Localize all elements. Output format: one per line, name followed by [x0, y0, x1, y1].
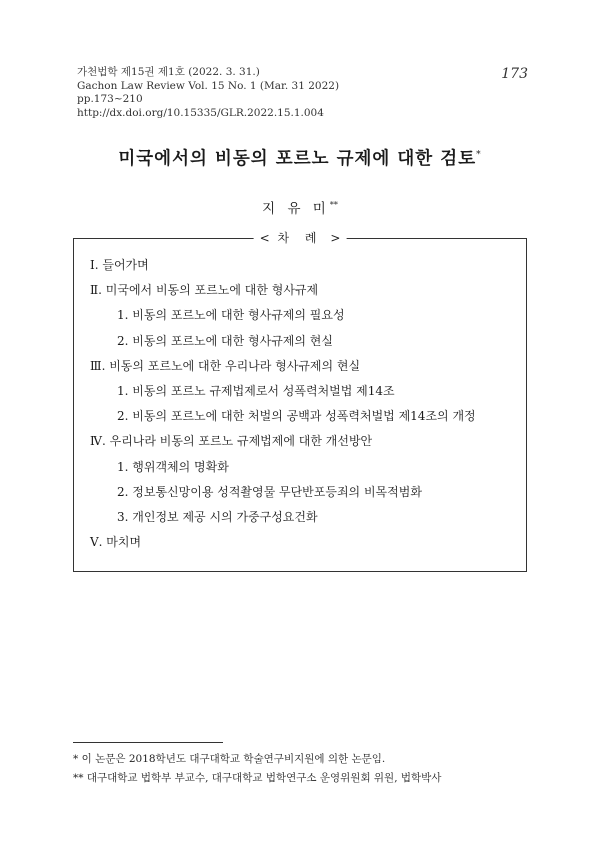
paper-title-text: 미국에서의 비동의 포르노 규제에 대한 검토 [118, 149, 477, 169]
footnote-funding: * 이 논문은 2018학년도 대구대학교 학술연구비지원에 의한 논문임. [73, 753, 386, 765]
journal-issue-line-english: Gachon Law Review Vol. 15 No. 1 (Mar. 31 2022) [77, 79, 340, 92]
journal-issue-line: 가천법학 제15권 제1호 (2022. 3. 31.) [77, 66, 260, 78]
journal-meta [77, 66, 339, 120]
toc-section-3[interactable]: Ⅲ. 비동의 포르노에 대한 우리나라 형사규제의 현실 [90, 358, 361, 373]
toc-section-4[interactable]: Ⅳ. 우리나라 비동의 포르노 규제법제에 대한 개선방안 [90, 434, 373, 449]
toc-subsection-4-1[interactable]: 1. 행위객체의 명확화 [117, 459, 229, 474]
toc-heading-text: 차 례 [277, 231, 323, 245]
footnote-author-affiliation: ** 대구대학교 법학부 부교수, 대구대학교 법학연구소 운영위원회 위원, 법학박사 [73, 772, 442, 784]
toc-subsection-4-3[interactable]: 3. 개인정보 제공 시의 가중구성요건화 [117, 509, 318, 524]
title-footnote-mark: * [476, 150, 482, 161]
doi-link[interactable]: http://dx.doi.org/10.15335/GLR.2022.15.1.004 [77, 106, 324, 119]
toc-section-5[interactable]: Ⅴ. 마치며 [90, 535, 142, 550]
toc-subsection-2-2[interactable]: 2. 비동의 포르노에 대한 형사규제의 현실 [117, 333, 333, 348]
toc-section-2[interactable]: Ⅱ. 미국에서 비동의 포르노에 대한 형사규제 [90, 283, 319, 298]
toc-bracket-left: < [259, 231, 270, 245]
footnotes [73, 750, 441, 788]
author-footnote-mark: ** [329, 200, 338, 210]
page-range: pp.173~210 [77, 93, 143, 105]
toc-bracket-right: > [330, 231, 341, 245]
toc-subsection-4-2[interactable]: 2. 정보통신망이용 성적촬영물 무단반포등죄의 비목적범화 [117, 484, 422, 499]
toc-section-1[interactable]: Ⅰ. 들어가며 [90, 258, 149, 272]
author [0, 197, 600, 217]
footnote-divider [73, 742, 223, 743]
author-name: 지 유 미 [262, 201, 330, 217]
paper-title [0, 145, 600, 170]
toc-heading [254, 229, 347, 246]
toc-subsection-3-2[interactable]: 2. 비동의 포르노에 대한 처벌의 공백과 성폭력처벌법 제14조의 개정 [117, 409, 476, 424]
toc-subsection-2-1[interactable]: 1. 비동의 포르노에 대한 형사규제의 필요성 [117, 308, 345, 323]
page-number: 173 [501, 66, 528, 82]
toc-subsection-3-1[interactable]: 1. 비동의 포르노 규제법제로서 성폭력처벌법 제14조 [117, 383, 395, 398]
table-of-contents [73, 231, 527, 572]
toc-list [90, 253, 516, 555]
